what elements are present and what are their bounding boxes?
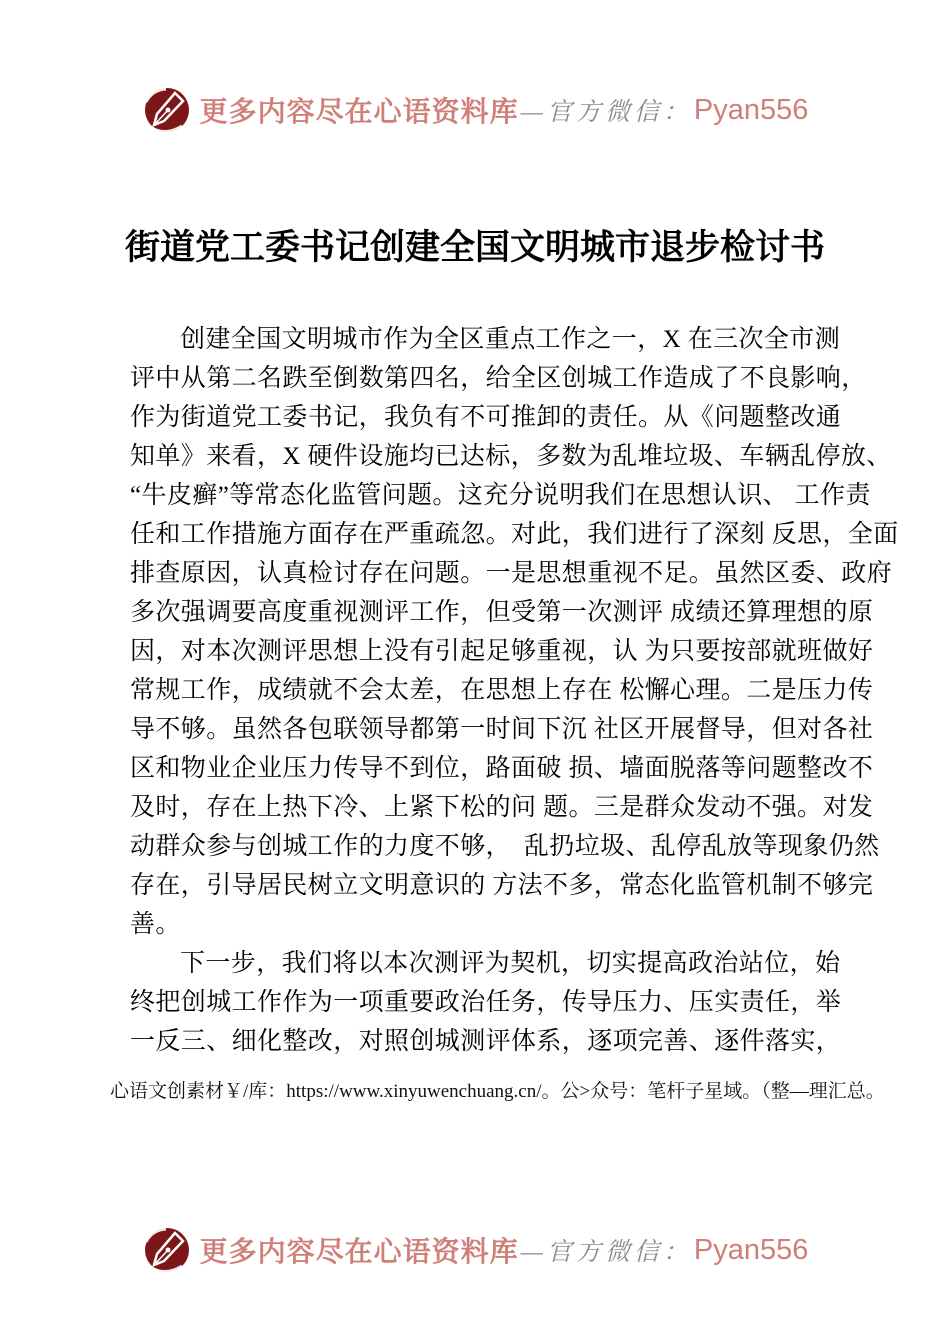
- body-text-line: 排查原因，认真检讨存在问题。一是思想重视不足。虽然区委、政府: [130, 560, 893, 587]
- watermark-wechat-id: Pyan556: [693, 93, 809, 126]
- header-watermark: [0, 84, 950, 136]
- body-text-line: 知单》来看，X 硬件设施均已达标，多数为乱堆垃圾、车辆乱停放、: [130, 443, 892, 470]
- body-text-line: 终把创城工作作为一项重要政治任务，传导压力、压实责任，举: [130, 989, 842, 1016]
- footer-source-note: 心语文创素材￥/库：https://www.xinyuwenchuang.cn/。公>众号：笔杆子星域。（整—理汇总。: [110, 1081, 885, 1102]
- body-text-line: 评中从第二名跌至倒数第四名，给全区创城工作造成了不良影响，: [130, 365, 867, 392]
- watermark-brand-text: 更多内容尽在心语资料库: [199, 1237, 519, 1268]
- watermark-brand-text: 更多内容尽在心语资料库: [199, 97, 519, 128]
- pen-nib-logo-icon: [142, 1224, 192, 1276]
- watermark-wechat-label: —官方微信：: [520, 1239, 692, 1266]
- watermark-wechat-label: —官方微信：: [520, 99, 692, 126]
- body-text-line: 动群众参与创城工作的力度不够， 乱扔垃圾、乱停乱放等现象仍然: [130, 833, 880, 860]
- body-text-line: 善。: [130, 911, 181, 938]
- body-text-line: 存在，引导居民树立文明意识的 方法不多，常态化监管机制不够完: [130, 872, 874, 899]
- body-text-line: 创建全国文明城市作为全区重点工作之一，X 在三次全市测: [180, 326, 841, 353]
- paragraph-next-steps: [130, 944, 890, 1061]
- body-text-line: 因，对本次测评思想上没有引起足够重视，认 为只要按部就班做好: [130, 638, 874, 665]
- document-title: 街道党工委书记创建全国文明城市退步检讨书: [124, 228, 825, 267]
- footer-watermark: [0, 1224, 950, 1276]
- body-text-line: 区和物业企业压力传导不到位，路面破 损、墙面脱落等问题整改不: [130, 755, 874, 782]
- body-text-line: 常规工作，成绩就不会太差，在思想上存在 松懈心理。二是压力传: [130, 677, 874, 704]
- document-body: [130, 320, 899, 1061]
- body-text-line: 下一步，我们将以本次测评为契机，切实提高政治站位，始: [180, 950, 841, 977]
- body-text-line: 任和工作措施方面存在严重疏忽。对此，我们进行了深刻 反思，全面: [130, 521, 899, 548]
- body-text-line: “牛皮癣”等常态化监管问题。这充分说明我们在思想认识、 工作责: [130, 482, 871, 509]
- body-text-line: 导不够。虽然各包联领导都第一时间下沉 社区开展督导，但对各社: [130, 716, 874, 743]
- body-text-line: 作为街道党工委书记，我负有不可推卸的责任。从《问题整改通: [130, 404, 842, 431]
- paragraph-problems: [130, 320, 899, 944]
- body-text-line: 多次强调要高度重视测评工作，但受第一次测评 成绩还算理想的原: [130, 599, 874, 626]
- watermark-wechat-id: Pyan556: [693, 1233, 809, 1266]
- body-text-line: 一反三、细化整改，对照创城测评体系，逐项完善、逐件落实，: [130, 1028, 842, 1055]
- body-text-line: 及时，存在上热下冷、上紧下松的问 题。三是群众发动不强。对发: [130, 794, 874, 821]
- pen-nib-logo-icon: [142, 84, 192, 136]
